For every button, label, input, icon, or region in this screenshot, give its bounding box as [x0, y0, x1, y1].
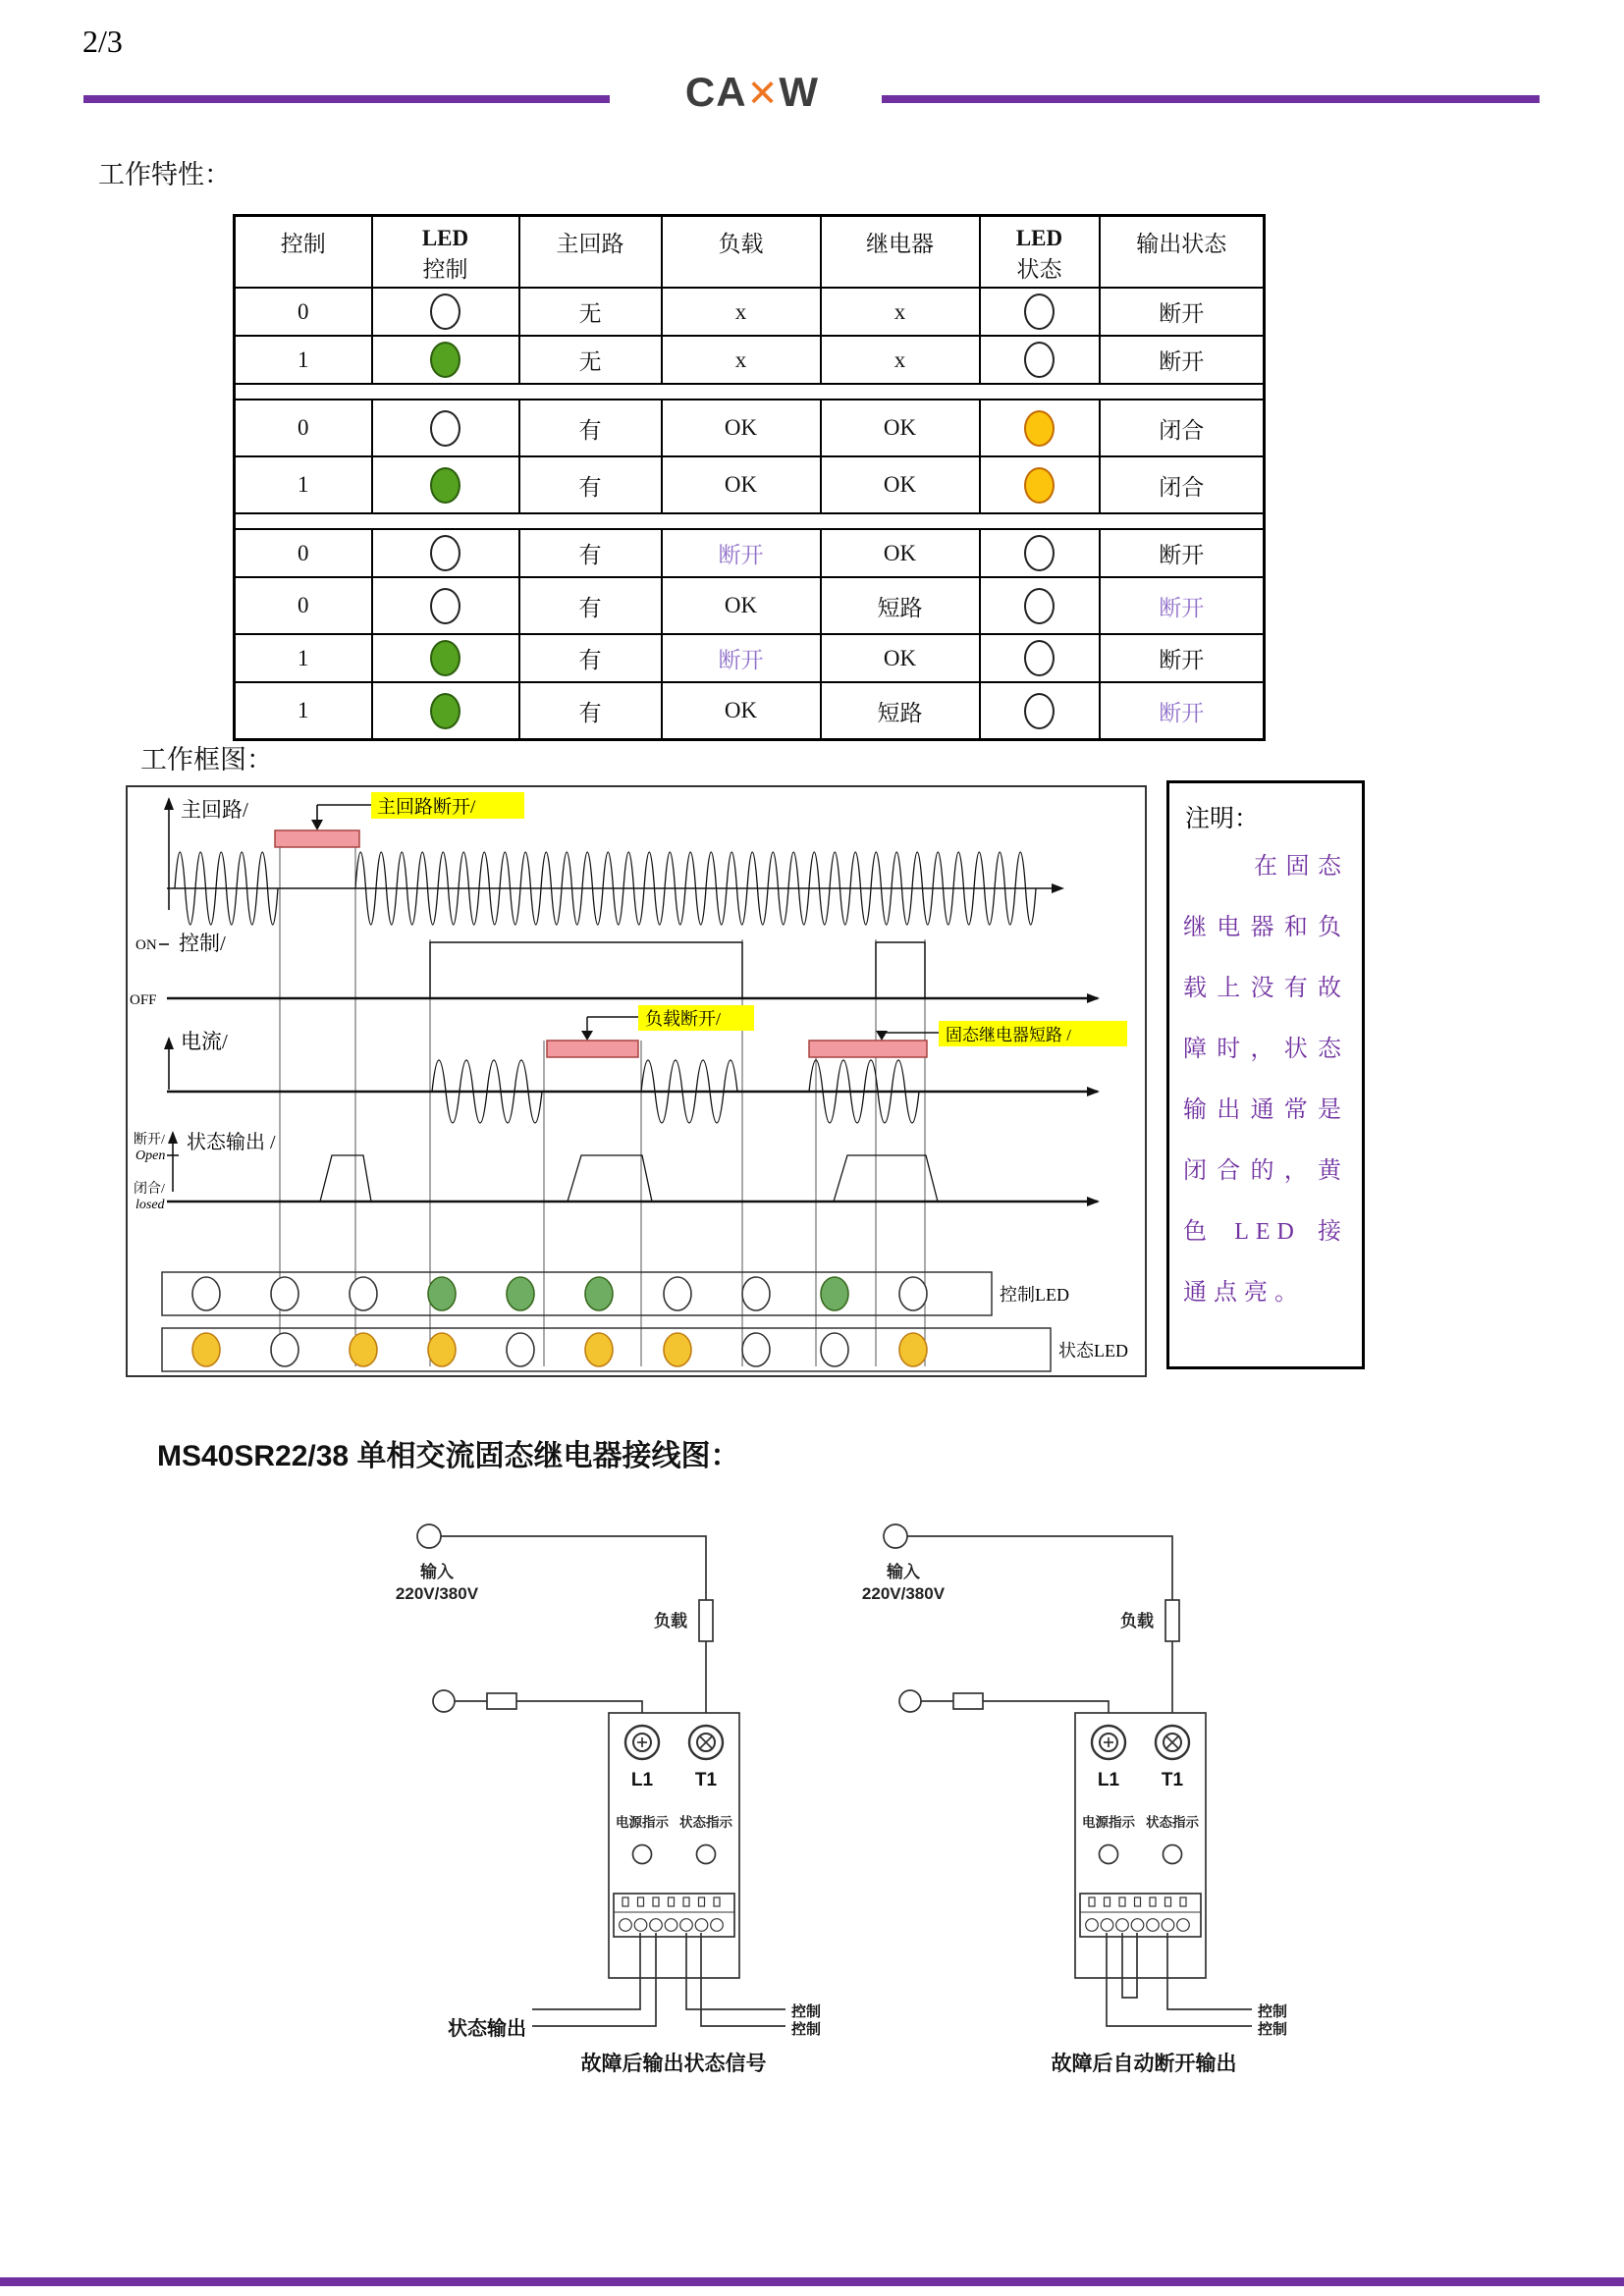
load-break-fault-bar — [547, 1041, 638, 1057]
ssr-short-fault-bar — [809, 1041, 927, 1057]
section-heading-characteristics: 工作特性： — [98, 160, 231, 189]
control-led-dot — [271, 1277, 298, 1310]
led-control-indicator — [430, 342, 460, 378]
control-led-dot — [507, 1277, 534, 1310]
fuse-icon — [487, 1693, 516, 1709]
main-circuit-row — [167, 792, 1062, 925]
status-led-dot — [507, 1333, 534, 1366]
load-break-label: 负载断开/ — [645, 1009, 722, 1029]
logo-x-icon: ✕ — [746, 74, 780, 115]
table-row: 1 有 OK OK 闭合 — [235, 456, 1265, 513]
wiring-diagrams — [363, 1517, 1355, 2091]
load-label: 负载 — [1120, 1612, 1154, 1630]
wiring-diagram-left — [396, 1524, 821, 2075]
section-heading-block-diagram: 工作框图： — [140, 745, 273, 774]
table-row: 0 有 断开 OK 断开 — [235, 529, 1265, 577]
note-body: 在固态继电器和负载上没有故障时，状态输出通常是闭合的，黄色 LED 接通点亮。 — [1183, 854, 1348, 1306]
input-terminal-icon — [899, 1690, 921, 1712]
led-status-indicator — [1024, 640, 1055, 676]
led-control-indicator — [430, 467, 460, 504]
control-led-dot — [428, 1277, 456, 1310]
led-status-indicator — [1024, 294, 1055, 330]
input-voltage-label: 220V/380V — [861, 1584, 946, 1603]
l1-label: L1 — [1097, 1770, 1120, 1790]
status-output-label: 状态输出 / — [187, 1132, 276, 1153]
terminal-t1 — [689, 1726, 723, 1759]
callout-arrow-down — [876, 1031, 888, 1041]
col-header-relay: 继电器 — [821, 216, 980, 289]
terminal-t1 — [1156, 1726, 1189, 1759]
note-box — [1166, 780, 1365, 1369]
load-resistor-icon — [1165, 1600, 1179, 1641]
led-control-indicator — [430, 410, 460, 447]
note-title: 注明： — [1185, 806, 1260, 832]
led-control-indicator — [430, 640, 460, 676]
callout-arrow-down — [581, 1031, 593, 1041]
terminal-l1 — [1092, 1726, 1125, 1759]
waveform-diagram — [126, 785, 1147, 1377]
led-control-indicator — [430, 535, 460, 571]
callout-arrow-down — [311, 820, 323, 830]
col-header-load: 负载 — [662, 216, 821, 289]
control-label: 控制 — [1258, 2003, 1288, 2020]
open-en-label: Open — [135, 1148, 166, 1163]
status-output-row — [134, 1131, 1098, 1212]
col-header-main-circuit: 主回路 — [519, 216, 662, 289]
control-label: 控制 — [1258, 2021, 1288, 2038]
t1-label: T1 — [694, 1770, 718, 1790]
input-terminal-icon — [433, 1690, 455, 1712]
col-header-control: 控制 — [235, 216, 372, 289]
led-status-indicator — [1024, 535, 1055, 571]
control-label: 控制 — [791, 2021, 822, 2038]
input-terminal-icon — [884, 1524, 907, 1548]
input-voltage-label: 220V/380V — [395, 1584, 479, 1603]
status-led-dot — [664, 1333, 691, 1366]
control-led-dot — [821, 1277, 848, 1310]
status-output-pulses — [320, 1155, 938, 1201]
logo-text-right: W — [779, 69, 820, 115]
input-label: 输入 — [887, 1563, 920, 1581]
status-led-dot — [899, 1333, 927, 1366]
led-status-indicator — [1024, 588, 1055, 624]
control-pulse-wave — [167, 942, 925, 998]
table-row: 0 有 OK 短路 断开 — [235, 577, 1265, 634]
control-led-dot — [350, 1277, 377, 1310]
led-status-indicator — [1024, 410, 1055, 447]
status-led-dot — [350, 1333, 377, 1366]
control-led-strip — [162, 1272, 1069, 1315]
brand-logo — [664, 69, 840, 116]
control-label: 控制 — [791, 2003, 822, 2020]
control-led-dot — [585, 1277, 613, 1310]
status-led-dot — [192, 1333, 220, 1366]
status-output-label: 状态输出 — [448, 2018, 526, 2040]
closed-cn-label: 闭合/ — [134, 1182, 165, 1197]
characteristics-table — [233, 214, 1266, 741]
control-led-dot — [664, 1277, 691, 1310]
waveform-svg — [128, 787, 1145, 1375]
main-break-fault-bar — [275, 830, 359, 847]
table-row: 1 有 OK 短路 断开 — [235, 682, 1265, 740]
led-control-indicator — [430, 588, 460, 624]
led-control-indicator — [430, 294, 460, 330]
logo-text-left: CA — [684, 69, 747, 115]
t1-label: T1 — [1161, 1770, 1184, 1790]
status-indicator-label: 状态指示 — [679, 1815, 732, 1830]
col-header-led-status: LED 状态 — [980, 216, 1100, 289]
header-rule-left — [83, 95, 610, 103]
control-led-dot — [192, 1277, 220, 1310]
control-led-dot — [742, 1277, 770, 1310]
table-row: 1 无 x x 断开 — [235, 336, 1265, 384]
on-label: ON — [135, 937, 157, 953]
status-led-strip — [162, 1328, 1128, 1371]
led-status-indicator — [1024, 342, 1055, 378]
terminal-l1 — [625, 1726, 659, 1759]
open-cn-label: 断开/ — [134, 1133, 165, 1148]
load-label: 负载 — [654, 1612, 687, 1630]
table-header-row — [235, 216, 1265, 289]
main-break-label: 主回路断开/ — [377, 797, 476, 818]
table-group-divider — [235, 384, 1265, 400]
table-group-divider — [235, 513, 1265, 529]
col-header-output-state: 输出状态 — [1100, 216, 1265, 289]
status-led-dot — [821, 1333, 848, 1366]
closed-en-label: losed — [135, 1198, 165, 1212]
power-indicator-label: 电源指示 — [1082, 1815, 1135, 1830]
led-status-indicator — [1024, 693, 1055, 729]
load-resistor-icon — [699, 1600, 713, 1641]
l1-label: L1 — [630, 1770, 654, 1790]
current-row — [167, 1005, 1127, 1123]
wiring-diagram-right — [862, 1524, 1287, 2075]
led-control-indicator — [430, 693, 460, 729]
led-status-indicator — [1024, 467, 1055, 504]
status-led-dot — [742, 1333, 770, 1366]
status-indicator-label: 状态指示 — [1146, 1815, 1199, 1830]
input-terminal-icon — [417, 1524, 441, 1548]
off-label: OFF — [130, 992, 157, 1008]
control-led-dot — [899, 1277, 927, 1310]
status-led-dot — [271, 1333, 298, 1366]
col-header-led-control: LED 控制 — [372, 216, 519, 289]
current-label: 电流/ — [181, 1030, 228, 1053]
page-number: 2/3 — [82, 24, 123, 59]
wiring-heading: MS40SR22/38 单相交流固态继电器接线图： — [157, 1440, 740, 1472]
header-rule-right — [882, 95, 1540, 103]
status-led-strip-label: 状态LED — [1058, 1341, 1128, 1361]
status-led-dot — [428, 1333, 456, 1366]
input-label: 输入 — [420, 1563, 454, 1581]
right-diagram-caption: 故障后自动断开输出 — [1051, 2053, 1237, 2075]
control-label: 控制/ — [179, 932, 226, 955]
power-indicator-label: 电源指示 — [616, 1815, 669, 1830]
fuse-icon — [953, 1693, 983, 1709]
main-circuit-label: 主回路/ — [181, 798, 248, 822]
table-row: 0 无 x x 断开 — [235, 288, 1265, 336]
ssr-short-label: 固态继电器短路 / — [946, 1026, 1071, 1044]
table-row: 0 有 OK OK 闭合 — [235, 400, 1265, 456]
status-led-dot — [585, 1333, 613, 1366]
control-led-strip-label: 控制LED — [1000, 1285, 1069, 1305]
left-diagram-caption: 故障后输出状态信号 — [580, 2053, 767, 2075]
table-row: 1 有 断开 OK 断开 — [235, 634, 1265, 682]
control-row — [130, 932, 1098, 1008]
footer-rule — [0, 2277, 1624, 2286]
